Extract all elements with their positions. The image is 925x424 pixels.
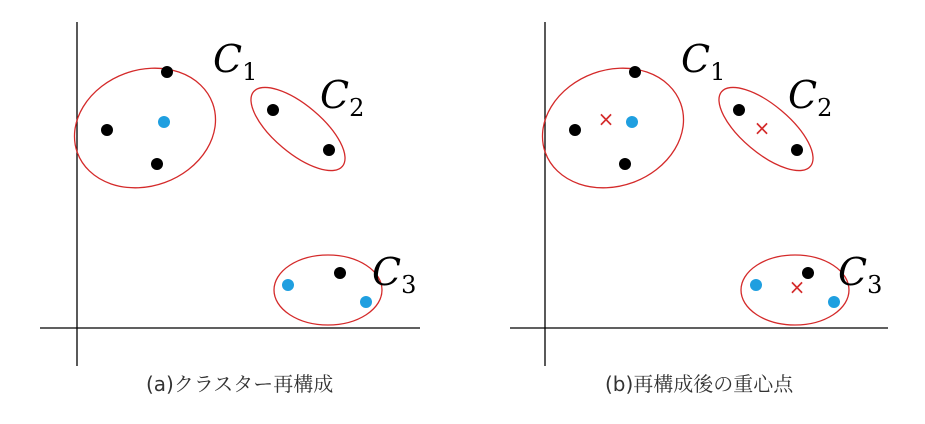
panel-b-c3-centroid-marker: × — [788, 275, 806, 299]
panel-b-c1-point — [569, 124, 581, 136]
panel-b-c1-point — [619, 158, 631, 170]
panel-a-label-c1: $C_1$ — [213, 37, 258, 86]
panel-a-c1-point — [151, 158, 163, 170]
panel-a-c2-point — [267, 104, 279, 116]
panel-b-c1-point — [626, 116, 638, 128]
panel-b-c2-point — [733, 104, 745, 116]
panel-b-c1-point — [629, 66, 641, 78]
panel-a-label-c3: $C_3$ — [372, 250, 417, 299]
panel-a-c1-point — [161, 66, 173, 78]
panel-b-label-c3: $C_3$ — [838, 250, 883, 299]
panel-a-cluster-c1-boundary — [58, 49, 233, 207]
panel-b-c3-point — [750, 279, 762, 291]
panel-a — [40, 22, 420, 366]
panel-a-c1-point — [101, 124, 113, 136]
panel-a-c3-point — [334, 267, 346, 279]
panel-a-c3-point — [360, 296, 372, 308]
panel-b-c1-centroid-marker: × — [597, 107, 615, 131]
caption-b: (b)再構成後の重心点 — [605, 372, 794, 396]
panel-a-c2-point — [323, 144, 335, 156]
panel-b-c2-centroid-marker: × — [753, 116, 771, 140]
caption-a: (a)クラスター再構成 — [146, 372, 334, 396]
panel-b — [510, 22, 888, 366]
panel-a-c3-point — [282, 279, 294, 291]
panel-a-label-c2: $C_2$ — [320, 73, 365, 122]
panel-b-c2-point — [791, 144, 803, 156]
panel-a-c1-point — [158, 116, 170, 128]
panel-b-label-c2: $C_2$ — [788, 73, 833, 122]
panel-b-c3-point — [828, 296, 840, 308]
panel-b-label-c1: $C_1$ — [681, 37, 726, 86]
